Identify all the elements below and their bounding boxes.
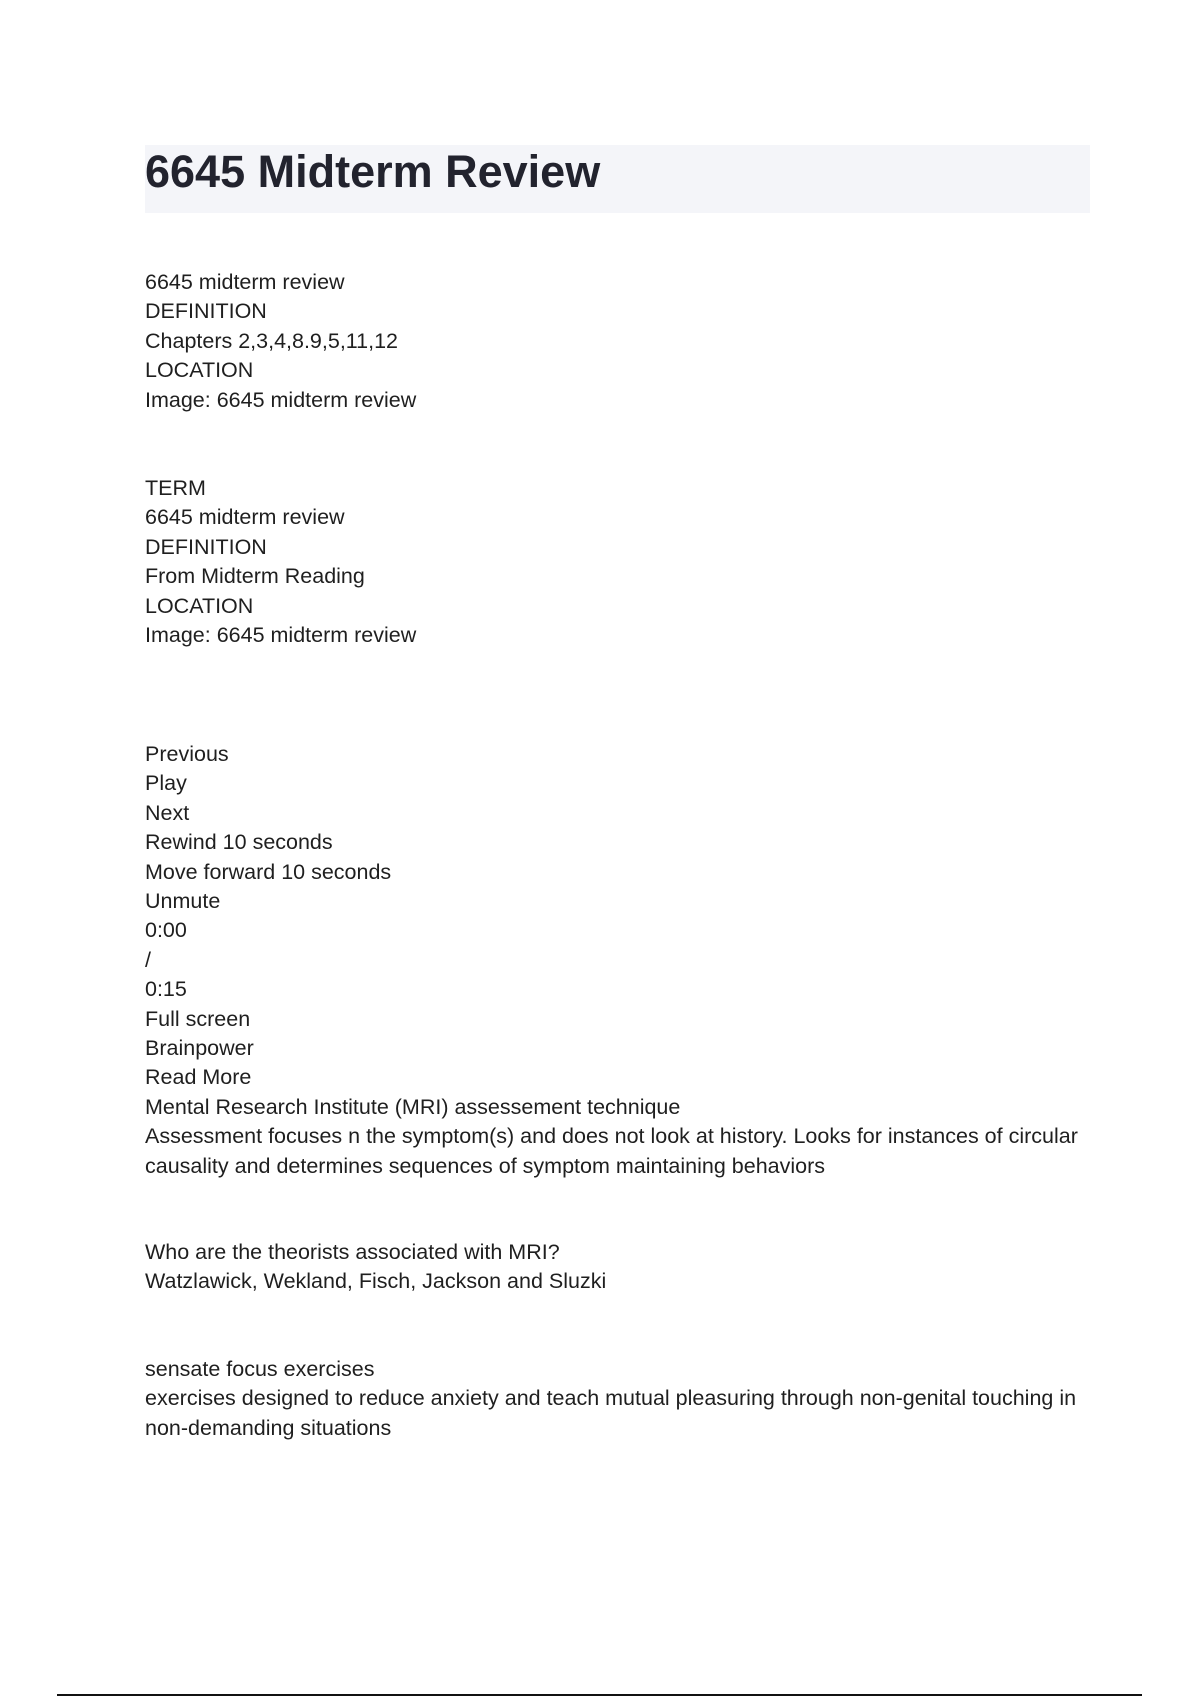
card-term: 6645 midterm review xyxy=(145,505,345,530)
qa-term: sensate focus exercises xyxy=(145,1357,375,1381)
footer-divider xyxy=(57,1694,1142,1696)
definition-label: DEFINITION xyxy=(145,534,267,559)
page-title: 6645 Midterm Review xyxy=(145,146,601,197)
read-more-link[interactable]: Read More xyxy=(145,1065,252,1090)
qa-definition: Watzlawick, Wekland, Fisch, Jackson and Sluzki xyxy=(145,1269,607,1294)
fullscreen-button[interactable]: Full screen xyxy=(145,1006,251,1031)
qa-definition: Assessment focuses n the symptom(s) and does not look at history. Looks for instances of circular causality and determines sequences of symptom maintaining behaviors xyxy=(145,1124,1078,1178)
current-time: 0:00 xyxy=(145,918,187,943)
next-button[interactable]: Next xyxy=(145,800,190,825)
flashcard-1 xyxy=(145,268,1095,415)
card-definition: Chapters 2,3,4,8.9,5,11,12 xyxy=(145,328,399,353)
term-label: TERM xyxy=(145,476,206,500)
card-location: Image: 6645 midterm review xyxy=(145,387,417,412)
forward-button[interactable]: Move forward 10 seconds xyxy=(145,859,392,884)
definition-label: DEFINITION xyxy=(145,299,267,324)
media-player-text xyxy=(145,740,1095,1181)
location-label: LOCATION xyxy=(145,358,254,383)
location-label: LOCATION xyxy=(145,593,254,618)
unmute-button[interactable]: Unmute xyxy=(145,889,221,914)
rewind-button[interactable]: Rewind 10 seconds xyxy=(145,830,333,855)
card-term: 6645 midterm review xyxy=(145,270,345,294)
previous-button[interactable]: Previous xyxy=(145,742,229,766)
qa-term: Mental Research Institute (MRI) assessement technique xyxy=(145,1094,681,1119)
card-definition: From Midterm Reading xyxy=(145,564,365,589)
flashcard-2 xyxy=(145,474,1095,650)
time-separator: / xyxy=(145,947,151,972)
qa-definition: exercises designed to reduce anxiety and teach mutual pleasuring through non-genital touching in non-demanding situations xyxy=(145,1386,1077,1440)
play-button[interactable]: Play xyxy=(145,771,187,796)
brand-label: Brainpower xyxy=(145,1036,254,1061)
qa-term: Who are the theorists associated with MRI? xyxy=(145,1240,560,1264)
card-location: Image: 6645 midterm review xyxy=(145,623,417,648)
duration: 0:15 xyxy=(145,977,187,1002)
qa-item-2 xyxy=(145,1238,1095,1297)
qa-item-3 xyxy=(145,1355,1095,1443)
